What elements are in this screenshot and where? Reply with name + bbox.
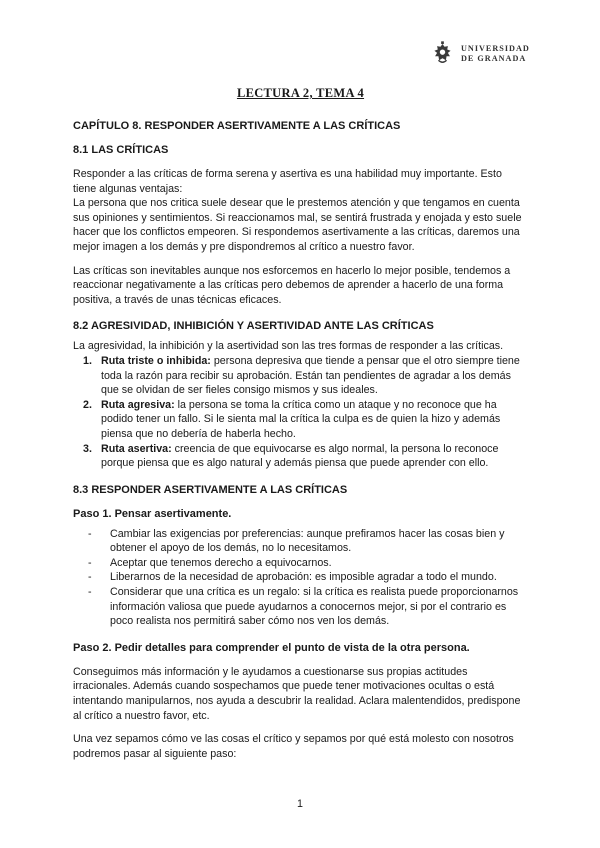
list-item: - Cambiar las exigencias por preferencias: aunque prefiramos hacer las cosas bien y obtener el apoyo de los demás, no lo necesitamos. <box>88 527 505 555</box>
list-item: - Aceptar que tenemos derecho a equivocarnos. <box>88 556 332 569</box>
list-item: 2. Ruta agresiva: la persona se toma la crítica como un ataque y no reconoce que ha podido tener un fallo. Si le sienta mal la crítica la culpa es de quien la hizo y además piensa que no debería de haberla hecho. <box>83 398 501 440</box>
logo-line-2: DE GRANADA <box>461 53 527 63</box>
step-2-heading: Paso 2. Pedir detalles para comprender el punto de vista de la otra persona. <box>73 641 470 654</box>
list-item: 3. Ruta asertiva: creencia de que equivocarse es algo normal, la persona lo reconoce porque piensa que es algo natural y además piensa que puede aprender con ello. <box>83 442 499 470</box>
list-item: - Liberarnos de la necesidad de aprobación: es imposible agradar a todo el mundo. <box>88 571 497 584</box>
section-8-3-heading: 8.3 RESPONDER ASERTIVAMENTE A LAS CRÍTICAS <box>73 483 348 496</box>
section-8-2-intro: La agresividad, la inhibición y la asertividad son las tres formas de responder a las críticas. <box>73 340 504 353</box>
document-title: LECTURA 2, TEMA 4 <box>236 86 365 100</box>
page-number: 1 <box>297 798 303 810</box>
section-8-1-paragraph-3: Las críticas son inevitables aunque nos esforcemos en hacerlo lo mejor posible, tendemos a reaccionar negativamente a las críticas pero debemos de aprender a hacerlo de una forma positiva, a través de unas técnicas eficaces. <box>73 264 511 306</box>
section-8-2-heading: 8.2 AGRESIVIDAD, INHIBICIÓN Y ASERTIVIDAD ANTE LAS CRÍTICAS <box>73 320 434 333</box>
step-2-paragraph-1: Conseguimos más información y le ayudamos a cuestionarse sus propias actitudes irracionales. Además cuando sospechamos que puede tener motivaciones ocultas o está intentando manipularnos, nos ayuda a descubrir la realidad. Aclara malentendidos, predispone al crítico a nuestro favor, etc. <box>73 665 521 722</box>
step-1-heading: Paso 1. Pensar asertivamente. <box>73 507 232 520</box>
list-item: - Considerar que una crítica es un regalo: si la crítica es realista puede proporcionarnos información valiosa que puede ayudarnos a conocernos mejor, si por el contrario es poco realista nos permitirá saber cómo nos ven los demás. <box>88 586 519 628</box>
chapter-heading: CAPÍTULO 8. RESPONDER ASERTIVAMENTE A LAS CRÍTICAS <box>73 120 401 132</box>
logo-line-1: UNIVERSIDAD <box>461 44 530 53</box>
routes-list <box>73 354 528 471</box>
section-8-1-paragraph-2: La persona que nos critica suele desear que le prestemos atención y que tengamos en cuenta sus opiniones y sentimientos. Si reaccionamos mal, se sentirá frustrada y enojada y esto suele hacer que los conflictos empeoren. Si respondemos asertivamente a las críticas, daremos una mejor imagen a los demás y pre dispondremos al crítico a nuestro favor. <box>73 197 522 253</box>
document-content <box>73 85 528 761</box>
section-8-1-heading: 8.1 LAS CRÍTICAS <box>73 144 169 156</box>
list-item: 1. Ruta triste o inhibida: persona depresiva que tiende a pensar que el otro siempre tiene toda la razón para recibir su aprobación. Están tan pendientes de agradar a los demás que se olvidan de ser fieles consigo mismos y sus ideales. <box>83 354 520 397</box>
university-logo <box>429 40 530 67</box>
step-2-paragraph-2: Una vez sepamos cómo ve las cosas el crítico y sepamos por qué está molesto con nosotros podremos pasar al siguiente paso: <box>73 733 514 760</box>
step-1-list <box>73 527 528 629</box>
coat-of-arms-icon <box>429 40 456 67</box>
section-8-1-paragraph-1: Responder a las críticas de forma serena y asertiva es una habilidad muy importante. Esto tiene algunas ventajas: <box>73 168 502 195</box>
